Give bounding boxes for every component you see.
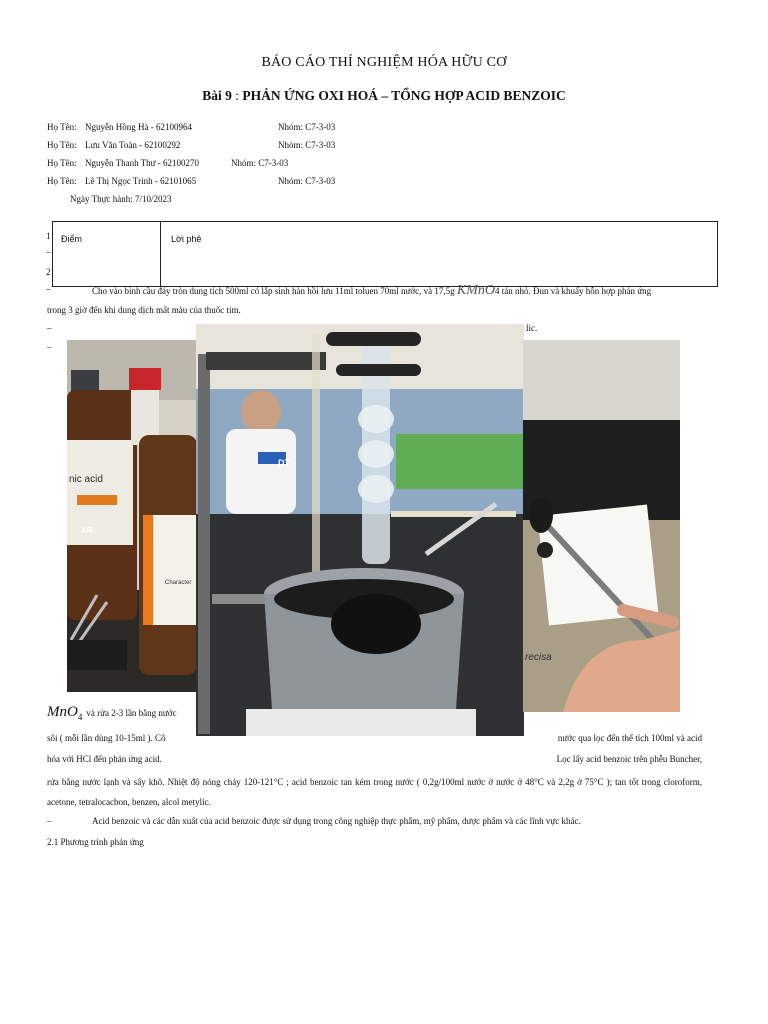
name-label: Họ Tên: xyxy=(47,176,77,186)
procedure-tail-text: lic. xyxy=(526,323,538,333)
student-row xyxy=(47,175,747,189)
lab-title xyxy=(0,88,768,104)
photo-reagent-bottles xyxy=(67,340,197,692)
dash-mark: – xyxy=(47,342,52,352)
procedure-left-2: sôi ( mỗi lần dùng 10-15ml ). Cô xyxy=(47,733,166,743)
group-label: Nhóm: C7-3-03 xyxy=(231,158,289,168)
grade-divider xyxy=(160,222,161,286)
procedure-tail: 4 tán nhỏ. Đun và khuấy hỗn hợp phản ứng xyxy=(495,286,652,296)
procedure-right-3: Lọc lấy acid benzoic trên phễu Buncher, xyxy=(556,754,702,764)
name-label: Họ Tên: xyxy=(47,158,77,168)
section-heading-equation: 2.1 Phương trình phản ứng xyxy=(47,837,144,847)
mno4-rinse-text: và rửa 2-3 lần bằng nước xyxy=(86,708,177,718)
dash-mark: – xyxy=(46,284,51,294)
procedure-right-1: nước qua lọc đến thể tích 100ml và acid xyxy=(557,733,702,743)
mno-subscript: 4 xyxy=(77,712,83,722)
mno-text: MnO xyxy=(47,704,78,720)
scale-brand-label: recisa xyxy=(525,652,552,663)
properties-paragraph: rửa bằng nước lạnh và sấy khô. Nhiệt độ nóng chảy 120-121°C ; acid benzoic tan kém trong nước ( 0,2g/100ml nước ở nước ở 48°C và 2,2g ở 75°C ); tan tốt trong cloroform, acetone, tetralocacbon, benzen, alcol metylic. xyxy=(47,777,702,807)
student-name: Nguyễn Hồng Hà - 62100964 xyxy=(85,122,192,132)
mno4-line xyxy=(47,703,177,722)
score-label: Điểm xyxy=(61,234,83,244)
student-name: Lê Thị Ngọc Trinh - 62101065 xyxy=(85,176,197,186)
applications-paragraph: Acid benzoic và các dẫn xuất của acid benzoic được sử dụng trong công nghiệp thực phẩm, mỹ phẩm, dược phẩm và các lĩnh vực khác. xyxy=(92,816,581,826)
practice-date: Ngày Thực hành: 7/10/2023 xyxy=(70,194,172,204)
dash-mark: – xyxy=(47,323,52,333)
shirt-logo: DT xyxy=(278,458,290,468)
bottle-grade-label: AR xyxy=(81,526,93,535)
grade-box xyxy=(52,221,718,287)
photo-reflux-apparatus xyxy=(196,324,524,736)
comment-label: Lời phê xyxy=(171,234,202,244)
student-row xyxy=(47,139,747,153)
section-number: 2 xyxy=(46,267,51,277)
reflux-apparatus-image xyxy=(196,324,524,736)
procedure-text: Cho vào bình cầu đáy tròn dung tích 500ml có lắp sinh hàn hồi lưu 11ml toluen 70ml nước, và 17,5g xyxy=(92,286,455,296)
dash-mark: – xyxy=(47,816,52,826)
reagent-bottles-image xyxy=(67,340,197,692)
group-label: Nhóm: C7-3-03 xyxy=(278,122,336,132)
procedure-left-3: hóa với HCl đến phản ứng acid. xyxy=(47,754,162,764)
student-row xyxy=(47,121,747,135)
report-title: BÁO CÁO THÍ NGHIỆM HÓA HỮU CƠ xyxy=(261,55,507,70)
photo-filtration xyxy=(523,340,680,712)
bottle-label: nic acid xyxy=(69,474,103,485)
dash-mark: – xyxy=(46,247,51,257)
procedure-line-1 xyxy=(92,285,702,297)
student-name: Lưu Văn Toàn - 62100292 xyxy=(85,140,181,150)
group-label: Nhóm: C7-3-03 xyxy=(278,140,336,150)
student-row xyxy=(47,157,747,171)
bottle-label: Character xyxy=(165,580,192,586)
name-label: Họ Tên: xyxy=(47,140,77,150)
mno4-formula xyxy=(47,704,82,720)
name-label: Họ Tên: xyxy=(47,122,77,132)
lab-number: Bài 9 xyxy=(202,88,232,103)
section-number: 1 xyxy=(46,231,51,241)
procedure-line-2: trong 3 giờ đến khi dung dịch mất màu của thuốc tím. xyxy=(47,305,241,315)
group-label: Nhóm: C7-3-03 xyxy=(278,176,336,186)
lab-name: PHẢN ỨNG OXI HOÁ – TỔNG HỢP ACID BENZOIC xyxy=(242,88,566,103)
kmno4-formula: KMnO xyxy=(456,283,496,298)
lab-separator: : xyxy=(231,88,243,103)
student-name: Nguyễn Thanh Thư - 62100270 xyxy=(85,158,200,168)
